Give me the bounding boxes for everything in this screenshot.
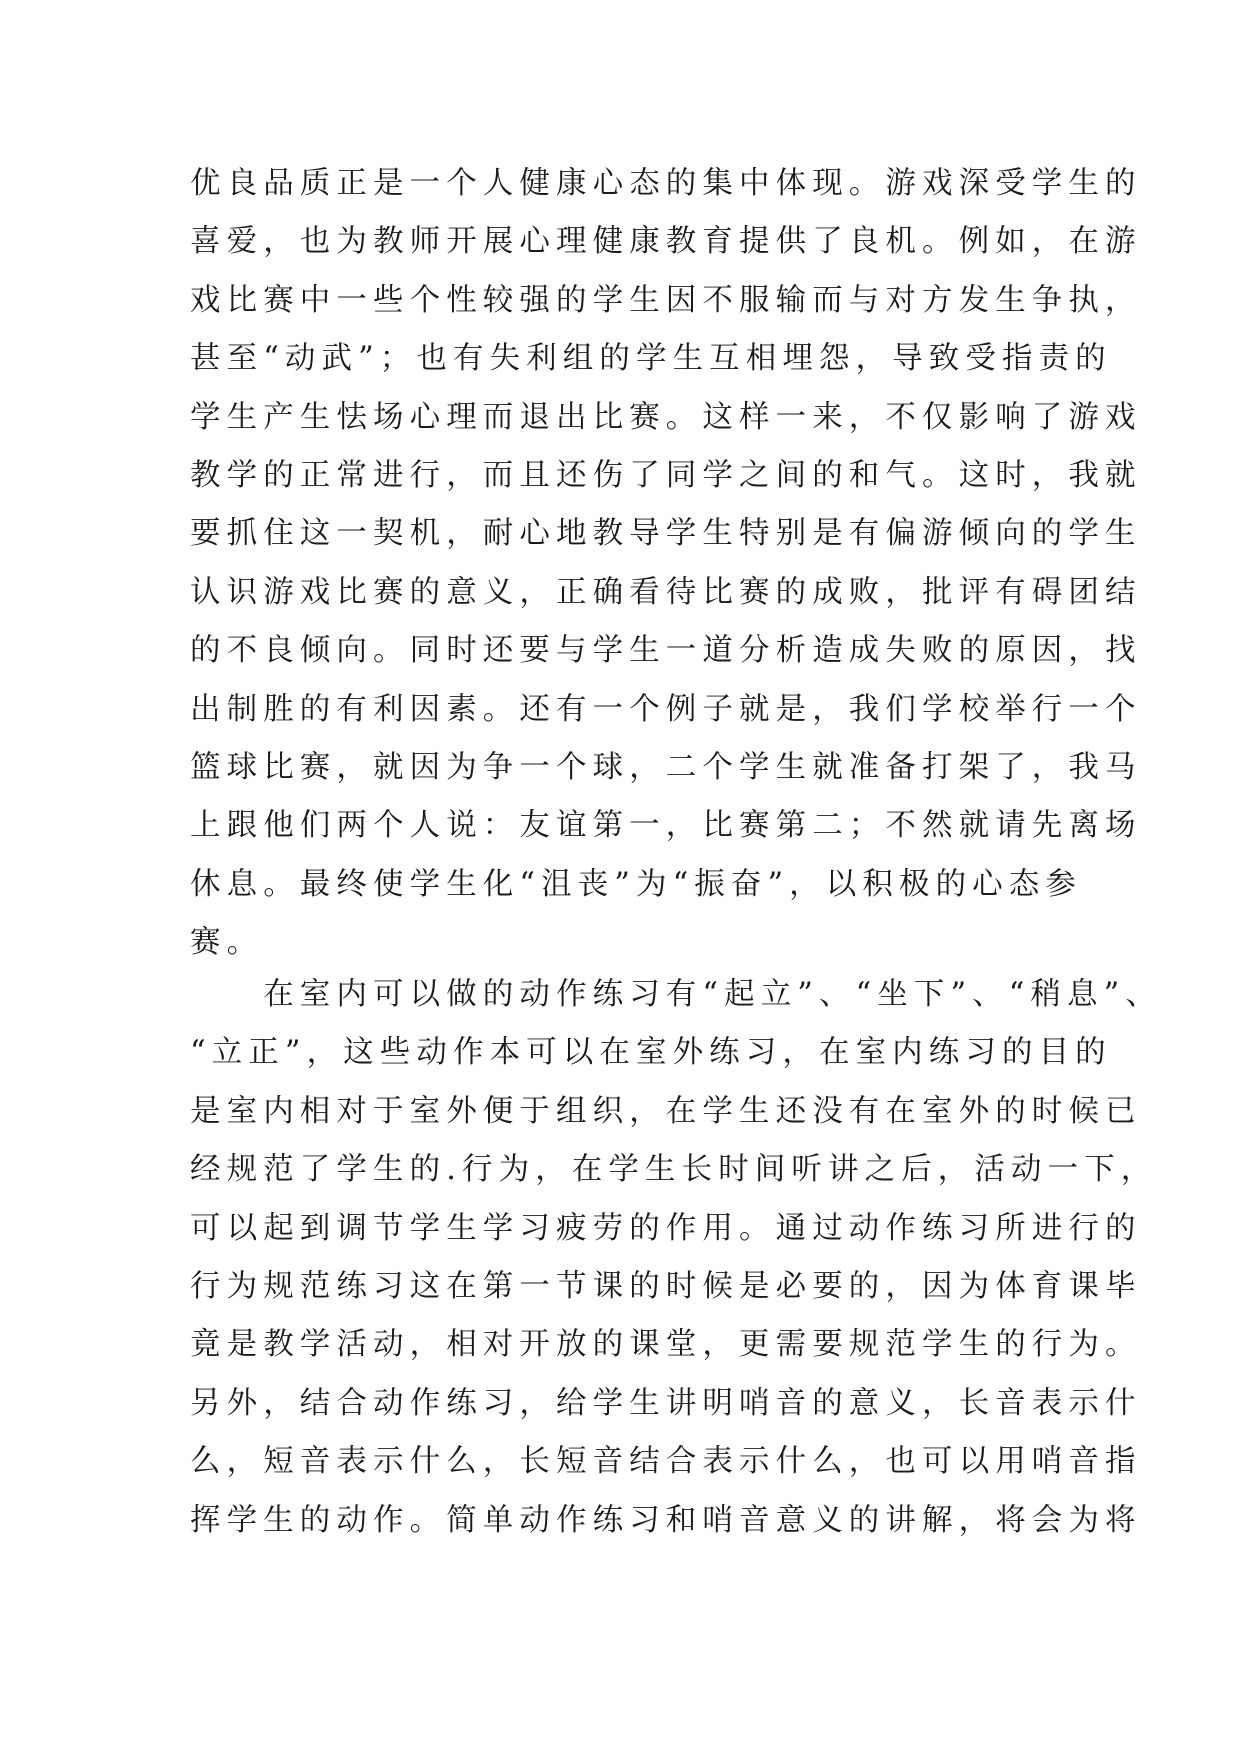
text-line: 要抓住这一契机，耐心地教导学生特别是有偏游倾向的学生 — [190, 516, 1142, 552]
text-line: 经规范了学生的.行为，在学生长时间听讲之后，活动一下， — [190, 1152, 1158, 1188]
text-line: 么，短音表示什么，长短音结合表示什么，也可以用哨音指 — [190, 1444, 1142, 1480]
text-line: 的不良倾向。同时还要与学生一道分析造成失败的原因，找 — [190, 633, 1142, 669]
text-line: 竟是教学活动，相对开放的课堂，更需要规范学生的行为。 — [190, 1327, 1142, 1363]
text-line: 甚至“动武”；也有失利组的学生互相埋怨，导致受指责的 — [190, 341, 1112, 377]
text-line: 优良品质正是一个人健康心态的集中体现。游戏深受学生的 — [190, 166, 1142, 201]
text-line: 赛。 — [190, 925, 264, 961]
paragraph-2 — [190, 966, 1162, 1550]
text-line: 上跟他们两个人说：友谊第一，比赛第二；不然就请先离场 — [190, 808, 1142, 844]
text-line: 行为规范练习这在第一节课的时候是必要的，因为体育课毕 — [190, 1268, 1142, 1304]
text-line: 挥学生的动作。简单动作练习和哨音意义的讲解，将会为将 — [190, 1502, 1142, 1538]
text-line: 教学的正常进行，而且还伤了同学之间的和气。这时，我就 — [190, 457, 1142, 493]
text-line: 另外，结合动作练习，给学生讲明哨音的意义，长音表示什 — [190, 1385, 1142, 1421]
text-line: 出制胜的有利因素。还有一个例子就是，我们学校举行一个 — [190, 691, 1142, 727]
text-line: 喜爱，也为教师开展心理健康教育提供了良机。例如，在游 — [190, 224, 1142, 260]
text-line: 认识游戏比赛的意义，正确看待比赛的成败，批评有碍团结 — [190, 574, 1142, 610]
text-line: 是室内相对于室外便于组织，在学生还没有在室外的时候已 — [190, 1093, 1142, 1129]
paragraph-1 — [190, 155, 1142, 972]
text-line: 学生产生怯场心理而退出比赛。这样一来，不仅影响了游戏 — [190, 399, 1142, 435]
text-line: 戏比赛中一些个性较强的学生因不服输而与对方发生争执， — [190, 282, 1142, 318]
text-line: 休息。最终使学生化“沮丧”为“振奋”，以积极的心态参 — [190, 866, 1082, 902]
text-line: 可以起到调节学生学习疲劳的作用。通过动作练习所进行的 — [190, 1210, 1142, 1246]
text-line: “立正”，这些动作本可以在室外练习，在室内练习的目的 — [190, 1035, 1112, 1071]
text-line: 在室内可以做的动作练习有“起立”、“坐下”、“稍息”、 — [190, 977, 1162, 1012]
text-line: 篮球比赛，就因为争一个球，二个学生就准备打架了，我马 — [190, 749, 1142, 785]
